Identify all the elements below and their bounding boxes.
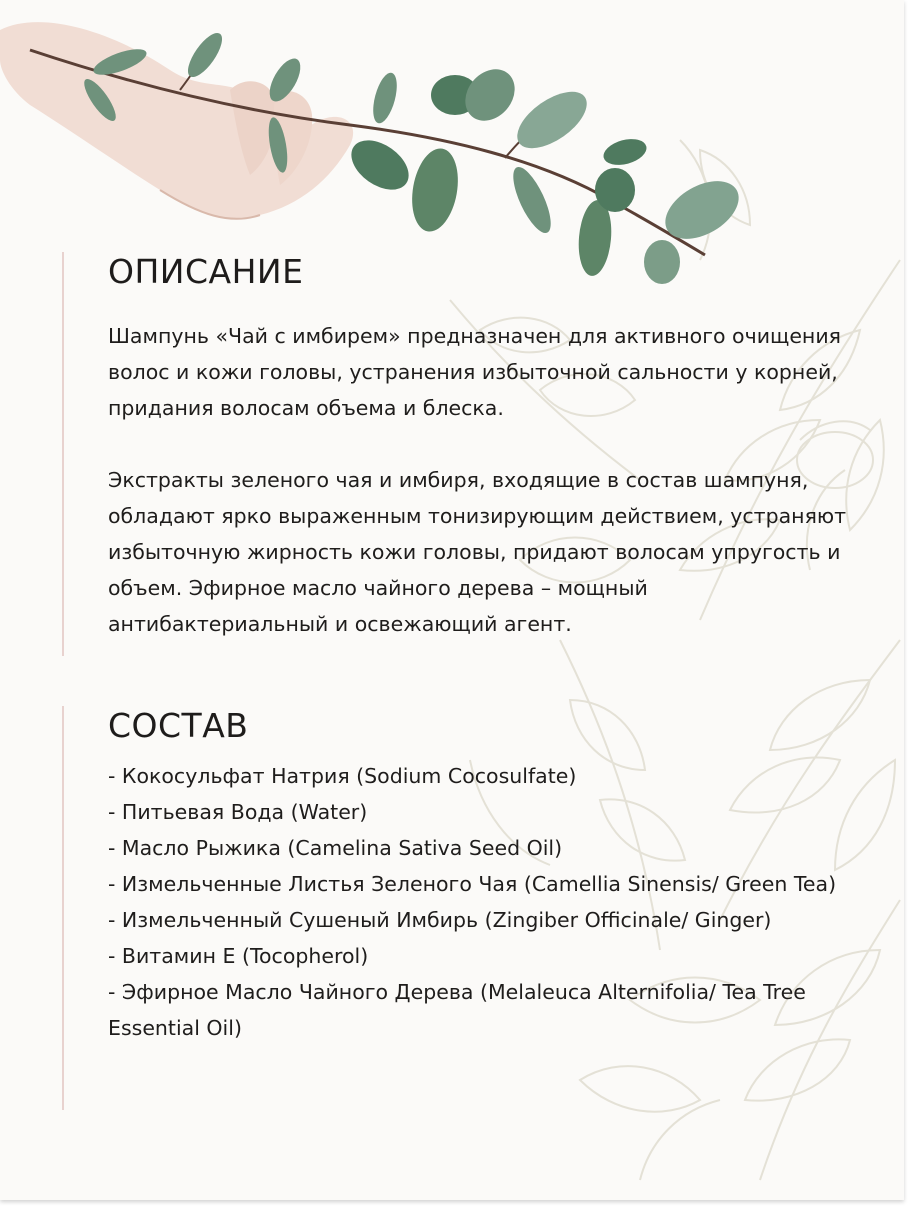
description-heading: ОПИСАНИЕ — [108, 252, 304, 291]
section-accent-bar — [62, 706, 64, 1110]
section-accent-bar — [62, 252, 64, 656]
ingredient-item: - Кокосульфат Натрия (Sodium Cocosulfate) — [108, 764, 577, 788]
ingredient-item: - Эфирное Масло Чайного Дерева (Melaleuca Alternifolia/ Tea Tree Essential Oil) — [108, 980, 806, 1040]
description-paragraph-1: Шампунь «Чай с имбирем» предназначен для активного очищения волос и кожи головы, устранения избыточной сальности у корней, придания волосам объема и блеска. — [108, 324, 841, 420]
ingredient-item: - Масло Рыжика (Camelina Sativa Seed Oil) — [108, 836, 563, 860]
ingredient-item: - Измельченный Сушеный Имбирь (Zingiber Officinale/ Ginger) — [108, 908, 772, 932]
ingredient-item: - Витамин Е (Tocopherol) — [108, 944, 369, 968]
description-section — [62, 252, 852, 656]
composition-section — [62, 706, 852, 1110]
description-content — [108, 252, 858, 642]
ingredient-item: - Измельченные Листья Зеленого Чая (Camellia Sinensis/ Green Tea) — [108, 872, 837, 896]
description-paragraph-2: Экстракты зеленого чая и имбиря, входящие в состав шампуня, обладают ярко выраженным тонизирующим действием, устраняют избыточную жирность кожи головы, придают волосам упругость и объем. Эфирное масло чайного дерева – мощный антибактериальный и освежающий агент. — [108, 468, 847, 636]
composition-content — [108, 706, 858, 1046]
ingredient-item: - Питьевая Вода (Water) — [108, 800, 368, 824]
eucalyptus-branch-illustration — [0, 0, 760, 290]
ingredients-list — [108, 758, 858, 1046]
composition-heading: СОСТАВ — [108, 706, 249, 745]
